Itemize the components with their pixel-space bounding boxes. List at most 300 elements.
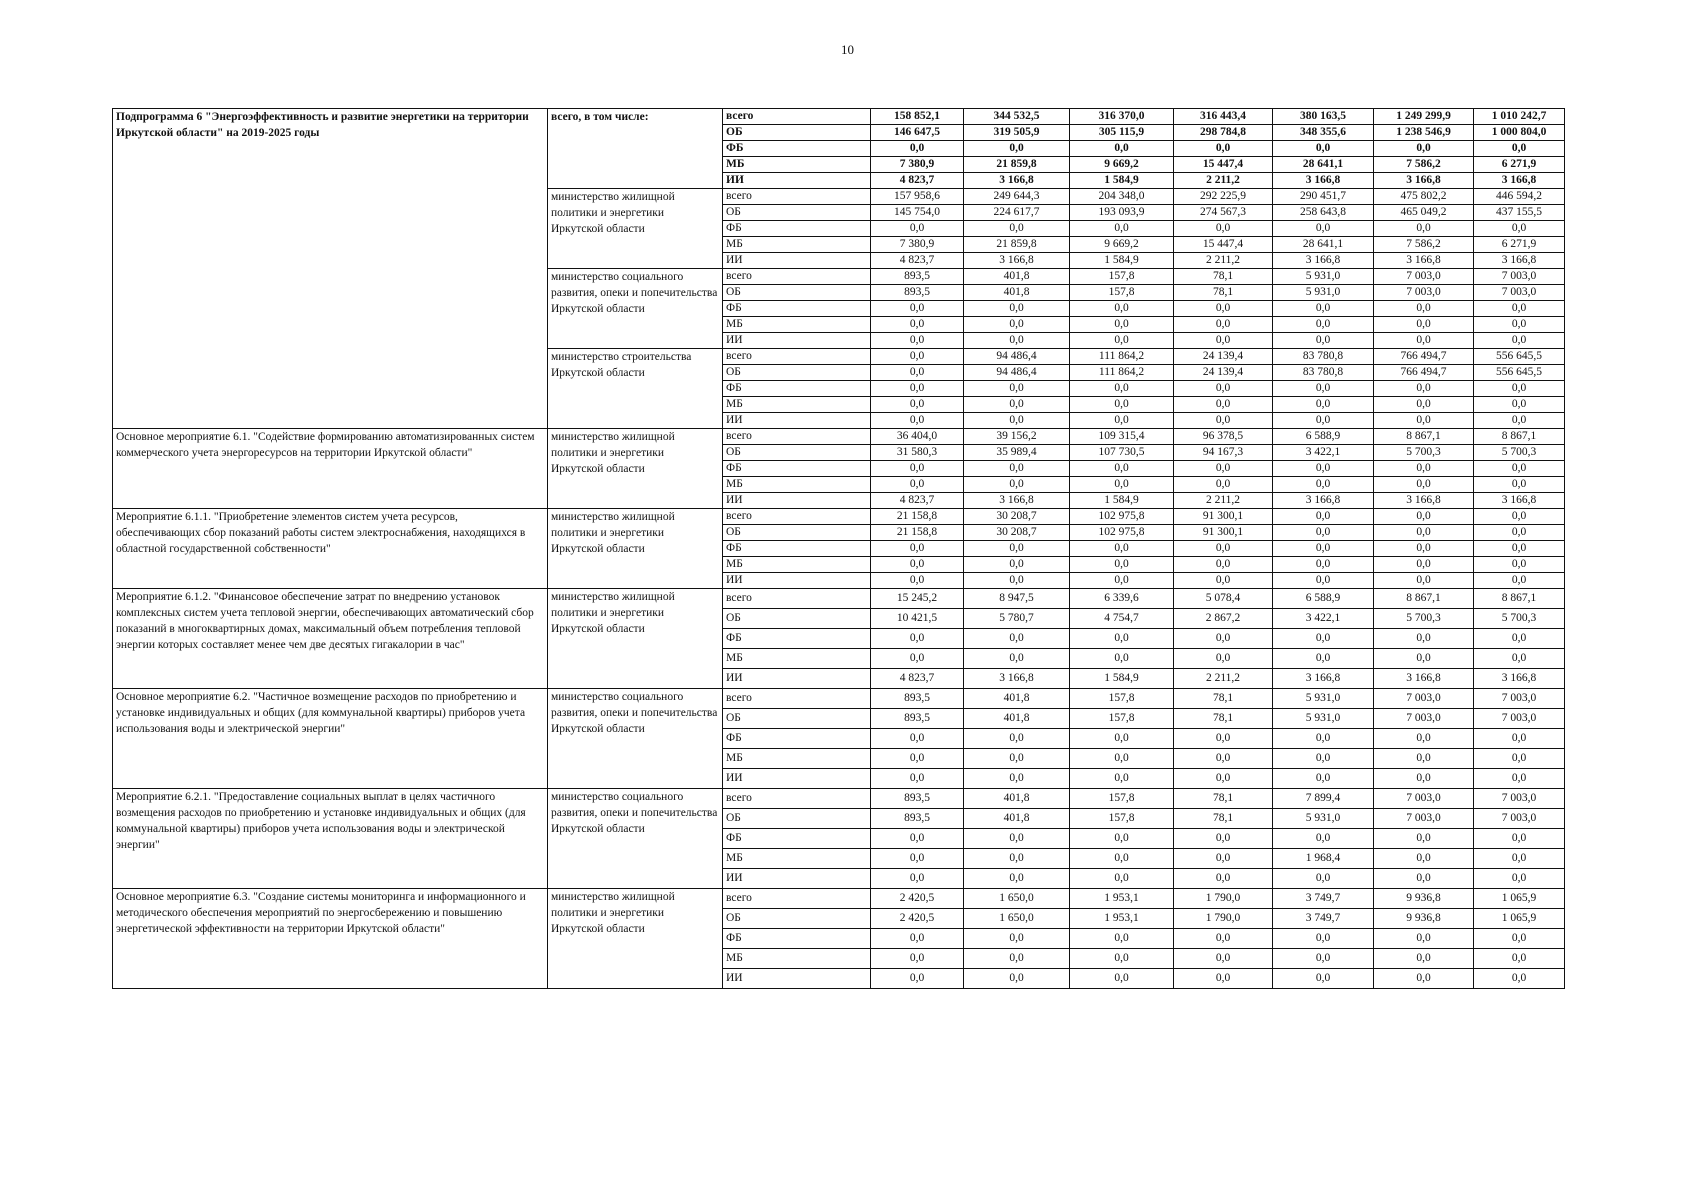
amount-cell: 401,8 — [964, 809, 1070, 829]
amount-cell: 0,0 — [1474, 525, 1565, 541]
funding-source-cell: всего — [723, 689, 871, 709]
amount-cell: 0,0 — [871, 829, 964, 849]
amount-cell: 5 931,0 — [1273, 709, 1374, 729]
funding-source-cell: ОБ — [723, 609, 871, 629]
amount-cell: 0,0 — [1174, 629, 1273, 649]
amount-cell: 0,0 — [1374, 749, 1474, 769]
amount-cell: 5 078,4 — [1174, 589, 1273, 609]
amount-cell: 0,0 — [1474, 749, 1565, 769]
amount-cell: 7 003,0 — [1474, 689, 1565, 709]
amount-cell: 0,0 — [1474, 509, 1565, 525]
amount-cell: 0,0 — [1374, 769, 1474, 789]
funding-source-cell: МБ — [723, 317, 871, 333]
executor-cell: министерство жилищной политики и энергетики Иркутской области — [548, 189, 723, 269]
amount-cell: 8 867,1 — [1374, 429, 1474, 445]
amount-cell: 2 211,2 — [1174, 253, 1273, 269]
amount-cell: 157,8 — [1070, 689, 1174, 709]
amount-cell: 0,0 — [1174, 541, 1273, 557]
amount-cell: 1 968,4 — [1273, 849, 1374, 869]
amount-cell: 401,8 — [964, 269, 1070, 285]
funding-source-cell: ОБ — [723, 445, 871, 461]
amount-cell: 0,0 — [1273, 525, 1374, 541]
amount-cell: 204 348,0 — [1070, 189, 1174, 205]
amount-cell: 7 003,0 — [1374, 709, 1474, 729]
funding-source-cell: всего — [723, 889, 871, 909]
amount-cell: 0,0 — [871, 397, 964, 413]
amount-cell: 0,0 — [1474, 541, 1565, 557]
amount-cell: 6 271,9 — [1474, 237, 1565, 253]
amount-cell: 305 115,9 — [1070, 125, 1174, 141]
amount-cell: 0,0 — [1174, 969, 1273, 989]
amount-cell: 0,0 — [871, 461, 964, 477]
amount-cell: 8 867,1 — [1374, 589, 1474, 609]
amount-cell: 36 404,0 — [871, 429, 964, 445]
amount-cell: 21 158,8 — [871, 509, 964, 525]
funding-source-cell: ОБ — [723, 809, 871, 829]
funding-source-cell: всего — [723, 269, 871, 285]
amount-cell: 0,0 — [1374, 333, 1474, 349]
amount-cell: 292 225,9 — [1174, 189, 1273, 205]
amount-cell: 0,0 — [964, 949, 1070, 969]
amount-cell: 157 958,6 — [871, 189, 964, 205]
amount-cell: 893,5 — [871, 789, 964, 809]
amount-cell: 0,0 — [1070, 969, 1174, 989]
executor-cell: министерство жилищной политики и энергетики Иркутской области — [548, 429, 723, 509]
amount-cell: 0,0 — [871, 141, 964, 157]
table-row — [113, 689, 1565, 709]
amount-cell: 0,0 — [1374, 649, 1474, 669]
funding-source-cell: всего — [723, 429, 871, 445]
amount-cell: 2 420,5 — [871, 909, 964, 929]
executor-cell: министерство строительства Иркутской области — [548, 349, 723, 429]
amount-cell: 7 003,0 — [1374, 789, 1474, 809]
funding-source-cell: ФБ — [723, 829, 871, 849]
amount-cell: 0,0 — [1474, 729, 1565, 749]
amount-cell: 7 380,9 — [871, 157, 964, 173]
amount-cell: 475 802,2 — [1374, 189, 1474, 205]
amount-cell: 7 003,0 — [1474, 269, 1565, 285]
amount-cell: 0,0 — [1374, 397, 1474, 413]
table-row — [113, 789, 1565, 809]
funding-source-cell: ИИ — [723, 413, 871, 429]
amount-cell: 0,0 — [1174, 949, 1273, 969]
amount-cell: 437 155,5 — [1474, 205, 1565, 221]
funding-source-cell: ФБ — [723, 381, 871, 397]
amount-cell: 6 588,9 — [1273, 589, 1374, 609]
amount-cell: 7 003,0 — [1474, 809, 1565, 829]
amount-cell: 15 447,4 — [1174, 157, 1273, 173]
amount-cell: 0,0 — [1070, 829, 1174, 849]
amount-cell: 0,0 — [871, 381, 964, 397]
amount-cell: 5 700,3 — [1474, 609, 1565, 629]
funding-source-cell: ИИ — [723, 253, 871, 269]
amount-cell: 0,0 — [1174, 869, 1273, 889]
amount-cell: 157,8 — [1070, 809, 1174, 829]
amount-cell: 0,0 — [1273, 477, 1374, 493]
amount-cell: 0,0 — [1374, 829, 1474, 849]
amount-cell: 316 443,4 — [1174, 109, 1273, 125]
amount-cell: 3 166,8 — [1374, 493, 1474, 509]
funding-source-cell: МБ — [723, 397, 871, 413]
funding-source-cell: ФБ — [723, 629, 871, 649]
funding-source-cell: ФБ — [723, 221, 871, 237]
amount-cell: 0,0 — [871, 413, 964, 429]
funding-source-cell: всего — [723, 109, 871, 125]
amount-cell: 249 644,3 — [964, 189, 1070, 205]
amount-cell: 2 211,2 — [1174, 173, 1273, 189]
amount-cell: 1 065,9 — [1474, 889, 1565, 909]
amount-cell: 0,0 — [1374, 949, 1474, 969]
amount-cell: 0,0 — [964, 557, 1070, 573]
amount-cell: 0,0 — [1273, 769, 1374, 789]
amount-cell: 0,0 — [1273, 397, 1374, 413]
funding-source-cell: ИИ — [723, 493, 871, 509]
funding-source-cell: всего — [723, 189, 871, 205]
amount-cell: 0,0 — [871, 769, 964, 789]
amount-cell: 1 238 546,9 — [1374, 125, 1474, 141]
amount-cell: 1 953,1 — [1070, 889, 1174, 909]
amount-cell: 893,5 — [871, 269, 964, 285]
amount-cell: 556 645,5 — [1474, 365, 1565, 381]
amount-cell: 0,0 — [964, 381, 1070, 397]
amount-cell: 1 584,9 — [1070, 669, 1174, 689]
amount-cell: 0,0 — [964, 629, 1070, 649]
funding-source-cell: ФБ — [723, 301, 871, 317]
amount-cell: 4 823,7 — [871, 173, 964, 189]
amount-cell: 102 975,8 — [1070, 525, 1174, 541]
program-name-cell: Основное мероприятие 6.3. "Создание системы мониторинга и информационного и методического обеспечения мероприятий по энергосбережению и повышению энергетической эффективности на территории Иркутской области" — [113, 889, 548, 989]
amount-cell: 0,0 — [1174, 221, 1273, 237]
amount-cell: 9 669,2 — [1070, 237, 1174, 253]
amount-cell: 0,0 — [964, 829, 1070, 849]
funding-source-cell: МБ — [723, 237, 871, 253]
amount-cell: 0,0 — [1273, 413, 1374, 429]
amount-cell: 0,0 — [1374, 557, 1474, 573]
amount-cell: 7 003,0 — [1374, 809, 1474, 829]
amount-cell: 0,0 — [871, 729, 964, 749]
amount-cell: 1 650,0 — [964, 889, 1070, 909]
program-name-cell: Основное мероприятие 6.1. "Содействие формированию автоматизированных систем коммерческого учета энергоресурсов на территории Иркутской области" — [113, 429, 548, 509]
funding-source-cell: ИИ — [723, 869, 871, 889]
funding-source-cell: ИИ — [723, 573, 871, 589]
amount-cell: 15 245,2 — [871, 589, 964, 609]
amount-cell: 0,0 — [1474, 381, 1565, 397]
amount-cell: 28 641,1 — [1273, 237, 1374, 253]
amount-cell: 4 754,7 — [1070, 609, 1174, 629]
amount-cell: 78,1 — [1174, 285, 1273, 301]
amount-cell: 0,0 — [1070, 301, 1174, 317]
amount-cell: 0,0 — [1273, 461, 1374, 477]
amount-cell: 94 167,3 — [1174, 445, 1273, 461]
amount-cell: 158 852,1 — [871, 109, 964, 125]
amount-cell: 24 139,4 — [1174, 349, 1273, 365]
amount-cell: 2 420,5 — [871, 889, 964, 909]
program-name-cell: Подпрограмма 6 "Энергоэффективность и развитие энергетики на территории Иркутской области" на 2019-2025 годы — [113, 109, 548, 429]
funding-source-cell: МБ — [723, 157, 871, 173]
program-name-cell: Мероприятие 6.2.1. "Предоставление социальных выплат в целях частичного возмещения расходов по приобретению и установке индивидуальных и общих (для коммунальной квартиры) приборов учета использования воды и электрической энергии" — [113, 789, 548, 889]
amount-cell: 224 617,7 — [964, 205, 1070, 221]
amount-cell: 3 166,8 — [1374, 669, 1474, 689]
amount-cell: 0,0 — [1474, 301, 1565, 317]
amount-cell: 0,0 — [871, 969, 964, 989]
amount-cell: 3 166,8 — [1374, 173, 1474, 189]
amount-cell: 0,0 — [1474, 141, 1565, 157]
amount-cell: 21 158,8 — [871, 525, 964, 541]
amount-cell: 0,0 — [1273, 333, 1374, 349]
amount-cell: 0,0 — [1070, 769, 1174, 789]
amount-cell: 0,0 — [1273, 729, 1374, 749]
funding-source-cell: ИИ — [723, 173, 871, 189]
amount-cell: 0,0 — [964, 413, 1070, 429]
table-row — [113, 429, 1565, 445]
amount-cell: 30 208,7 — [964, 509, 1070, 525]
program-name-cell: Мероприятие 6.1.1. "Приобретение элементов систем учета ресурсов, обеспечивающих сбор показаний работы систем электроснабжения, находящихся в областной государственной собственности" — [113, 509, 548, 589]
amount-cell: 7 586,2 — [1374, 237, 1474, 253]
amount-cell: 15 447,4 — [1174, 237, 1273, 253]
amount-cell: 39 156,2 — [964, 429, 1070, 445]
amount-cell: 316 370,0 — [1070, 109, 1174, 125]
amount-cell: 0,0 — [1174, 849, 1273, 869]
amount-cell: 157,8 — [1070, 709, 1174, 729]
amount-cell: 146 647,5 — [871, 125, 964, 141]
amount-cell: 7 899,4 — [1273, 789, 1374, 809]
funding-source-cell: всего — [723, 789, 871, 809]
amount-cell: 0,0 — [1174, 413, 1273, 429]
amount-cell: 8 867,1 — [1474, 589, 1565, 609]
amount-cell: 3 166,8 — [1474, 173, 1565, 189]
amount-cell: 0,0 — [1374, 221, 1474, 237]
funding-source-cell: МБ — [723, 477, 871, 493]
table-row — [113, 589, 1565, 609]
amount-cell: 0,0 — [871, 365, 964, 381]
amount-cell: 9 669,2 — [1070, 157, 1174, 173]
amount-cell: 96 378,5 — [1174, 429, 1273, 445]
amount-cell: 3 166,8 — [1474, 253, 1565, 269]
amount-cell: 0,0 — [964, 929, 1070, 949]
amount-cell: 766 494,7 — [1374, 349, 1474, 365]
amount-cell: 1 584,9 — [1070, 253, 1174, 269]
amount-cell: 0,0 — [1273, 649, 1374, 669]
amount-cell: 1 790,0 — [1174, 909, 1273, 929]
amount-cell: 893,5 — [871, 689, 964, 709]
amount-cell: 556 645,5 — [1474, 349, 1565, 365]
amount-cell: 1 953,1 — [1070, 909, 1174, 929]
amount-cell: 2 867,2 — [1174, 609, 1273, 629]
table-row — [113, 509, 1565, 525]
amount-cell: 7 003,0 — [1374, 689, 1474, 709]
amount-cell: 7 003,0 — [1474, 789, 1565, 809]
amount-cell: 0,0 — [871, 221, 964, 237]
amount-cell: 0,0 — [1374, 477, 1474, 493]
amount-cell: 298 784,8 — [1174, 125, 1273, 141]
funding-source-cell: ОБ — [723, 285, 871, 301]
executor-cell: министерство жилищной политики и энергетики Иркутской области — [548, 509, 723, 589]
amount-cell: 21 859,8 — [964, 237, 1070, 253]
amount-cell: 35 989,4 — [964, 445, 1070, 461]
amount-cell: 3 166,8 — [1273, 493, 1374, 509]
amount-cell: 0,0 — [1474, 649, 1565, 669]
amount-cell: 6 588,9 — [1273, 429, 1374, 445]
amount-cell: 0,0 — [1174, 317, 1273, 333]
amount-cell: 0,0 — [1070, 317, 1174, 333]
amount-cell: 7 586,2 — [1374, 157, 1474, 173]
amount-cell: 0,0 — [1070, 381, 1174, 397]
amount-cell: 1 790,0 — [1174, 889, 1273, 909]
amount-cell: 0,0 — [964, 869, 1070, 889]
amount-cell: 1 010 242,7 — [1474, 109, 1565, 125]
amount-cell: 893,5 — [871, 285, 964, 301]
amount-cell: 401,8 — [964, 285, 1070, 301]
amount-cell: 0,0 — [1474, 557, 1565, 573]
amount-cell: 0,0 — [1374, 849, 1474, 869]
amount-cell: 0,0 — [964, 141, 1070, 157]
amount-cell: 0,0 — [1070, 573, 1174, 589]
amount-cell: 4 823,7 — [871, 493, 964, 509]
amount-cell: 1 065,9 — [1474, 909, 1565, 929]
amount-cell: 0,0 — [871, 349, 964, 365]
amount-cell: 0,0 — [1070, 629, 1174, 649]
amount-cell: 0,0 — [964, 769, 1070, 789]
amount-cell: 0,0 — [1070, 749, 1174, 769]
amount-cell: 0,0 — [1474, 573, 1565, 589]
amount-cell: 157,8 — [1070, 789, 1174, 809]
amount-cell: 1 249 299,9 — [1374, 109, 1474, 125]
funding-source-cell: ФБ — [723, 141, 871, 157]
amount-cell: 21 859,8 — [964, 157, 1070, 173]
amount-cell: 24 139,4 — [1174, 365, 1273, 381]
amount-cell: 893,5 — [871, 709, 964, 729]
amount-cell: 0,0 — [1070, 141, 1174, 157]
amount-cell: 0,0 — [1374, 573, 1474, 589]
amount-cell: 0,0 — [1174, 769, 1273, 789]
amount-cell: 0,0 — [871, 333, 964, 349]
funding-source-cell: всего — [723, 349, 871, 365]
amount-cell: 0,0 — [964, 221, 1070, 237]
amount-cell: 0,0 — [1374, 461, 1474, 477]
amount-cell: 0,0 — [1374, 525, 1474, 541]
amount-cell: 0,0 — [1174, 477, 1273, 493]
amount-cell: 0,0 — [1273, 317, 1374, 333]
amount-cell: 7 003,0 — [1374, 285, 1474, 301]
amount-cell: 8 947,5 — [964, 589, 1070, 609]
amount-cell: 3 749,7 — [1273, 889, 1374, 909]
amount-cell: 0,0 — [1174, 573, 1273, 589]
amount-cell: 0,0 — [964, 477, 1070, 493]
executor-cell: министерство жилищной политики и энергетики Иркутской области — [548, 889, 723, 989]
amount-cell: 0,0 — [1273, 929, 1374, 949]
amount-cell: 30 208,7 — [964, 525, 1070, 541]
amount-cell: 401,8 — [964, 789, 1070, 809]
amount-cell: 0,0 — [1474, 969, 1565, 989]
funding-source-cell: ФБ — [723, 541, 871, 557]
amount-cell: 380 163,5 — [1273, 109, 1374, 125]
amount-cell: 111 864,2 — [1070, 365, 1174, 381]
amount-cell: 0,0 — [1474, 333, 1565, 349]
amount-cell: 0,0 — [1070, 333, 1174, 349]
amount-cell: 0,0 — [1474, 829, 1565, 849]
amount-cell: 0,0 — [1070, 413, 1174, 429]
amount-cell: 0,0 — [1174, 749, 1273, 769]
amount-cell: 4 823,7 — [871, 253, 964, 269]
amount-cell: 1 650,0 — [964, 909, 1070, 929]
amount-cell: 8 867,1 — [1474, 429, 1565, 445]
executor-cell: министерство социального развития, опеки и попечительства Иркутской области — [548, 789, 723, 889]
amount-cell: 5 780,7 — [964, 609, 1070, 629]
amount-cell: 0,0 — [1474, 629, 1565, 649]
amount-cell: 78,1 — [1174, 809, 1273, 829]
amount-cell: 0,0 — [964, 649, 1070, 669]
amount-cell: 0,0 — [1374, 729, 1474, 749]
amount-cell: 401,8 — [964, 689, 1070, 709]
amount-cell: 0,0 — [1374, 141, 1474, 157]
amount-cell: 0,0 — [871, 573, 964, 589]
amount-cell: 0,0 — [964, 461, 1070, 477]
amount-cell: 0,0 — [1273, 557, 1374, 573]
amount-cell: 31 580,3 — [871, 445, 964, 461]
amount-cell: 83 780,8 — [1273, 349, 1374, 365]
funding-source-cell: ОБ — [723, 525, 871, 541]
amount-cell: 0,0 — [1474, 929, 1565, 949]
amount-cell: 0,0 — [1174, 461, 1273, 477]
amount-cell: 5 931,0 — [1273, 809, 1374, 829]
amount-cell: 3 166,8 — [964, 669, 1070, 689]
executor-cell: министерство жилищной политики и энергетики Иркутской области — [548, 589, 723, 689]
amount-cell: 0,0 — [1474, 397, 1565, 413]
amount-cell: 102 975,8 — [1070, 509, 1174, 525]
amount-cell: 0,0 — [871, 301, 964, 317]
amount-cell: 893,5 — [871, 809, 964, 829]
amount-cell: 7 003,0 — [1474, 709, 1565, 729]
funding-source-cell: МБ — [723, 649, 871, 669]
amount-cell: 91 300,1 — [1174, 525, 1273, 541]
amount-cell: 0,0 — [871, 869, 964, 889]
amount-cell: 111 864,2 — [1070, 349, 1174, 365]
funding-source-cell: ФБ — [723, 929, 871, 949]
amount-cell: 0,0 — [1474, 869, 1565, 889]
amount-cell: 0,0 — [871, 849, 964, 869]
amount-cell: 344 532,5 — [964, 109, 1070, 125]
funding-source-cell: ОБ — [723, 205, 871, 221]
funding-source-cell: ИИ — [723, 969, 871, 989]
amount-cell: 0,0 — [1474, 413, 1565, 429]
amount-cell: 0,0 — [1374, 381, 1474, 397]
amount-cell: 145 754,0 — [871, 205, 964, 221]
amount-cell: 0,0 — [871, 317, 964, 333]
amount-cell: 4 823,7 — [871, 669, 964, 689]
amount-cell: 0,0 — [1273, 869, 1374, 889]
amount-cell: 0,0 — [1070, 541, 1174, 557]
amount-cell: 3 166,8 — [1474, 669, 1565, 689]
funding-source-cell: МБ — [723, 557, 871, 573]
amount-cell: 3 166,8 — [964, 173, 1070, 189]
amount-cell: 0,0 — [964, 333, 1070, 349]
amount-cell: 1 000 804,0 — [1474, 125, 1565, 141]
amount-cell: 0,0 — [1273, 541, 1374, 557]
amount-cell: 274 567,3 — [1174, 205, 1273, 221]
amount-cell: 7 003,0 — [1474, 285, 1565, 301]
amount-cell: 0,0 — [964, 317, 1070, 333]
amount-cell: 107 730,5 — [1070, 445, 1174, 461]
amount-cell: 9 936,8 — [1374, 909, 1474, 929]
funding-source-cell: ИИ — [723, 669, 871, 689]
amount-cell: 348 355,6 — [1273, 125, 1374, 141]
amount-cell: 3 166,8 — [964, 493, 1070, 509]
amount-cell: 3 422,1 — [1273, 609, 1374, 629]
amount-cell: 6 339,6 — [1070, 589, 1174, 609]
amount-cell: 0,0 — [1273, 969, 1374, 989]
funding-source-cell: ИИ — [723, 333, 871, 349]
amount-cell: 94 486,4 — [964, 349, 1070, 365]
